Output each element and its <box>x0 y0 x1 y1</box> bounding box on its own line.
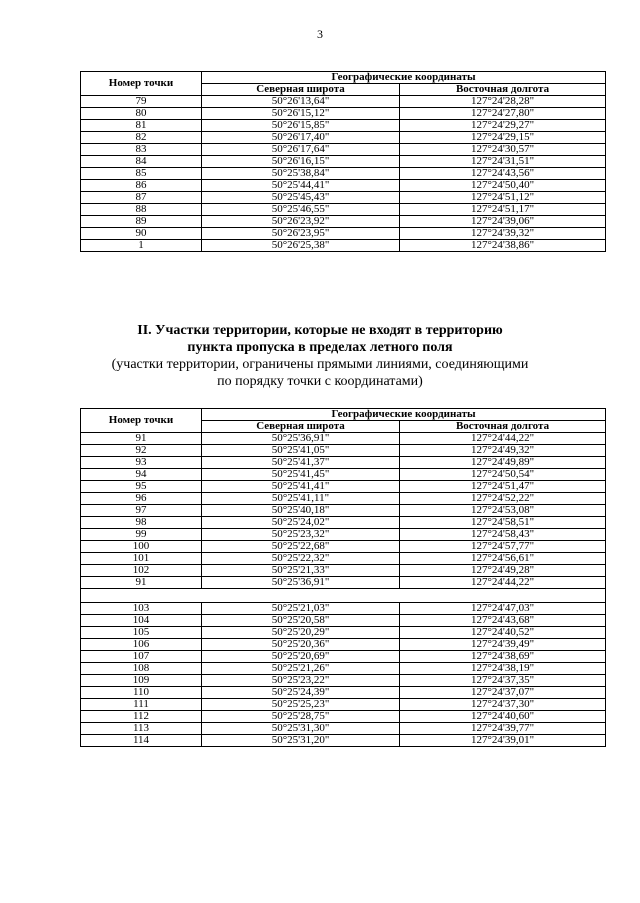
east-longitude-cell: 127°24'38,19" <box>400 663 606 675</box>
east-longitude-cell: 127°24'51,12" <box>400 192 606 204</box>
north-latitude-cell: 50°25'20,58" <box>202 615 400 627</box>
north-latitude-cell: 50°25'21,26" <box>202 663 400 675</box>
north-latitude-cell: 50°25'38,84" <box>202 168 400 180</box>
table-row <box>81 615 606 627</box>
table-row <box>81 216 606 228</box>
north-latitude-cell: 50°25'23,32" <box>202 529 400 541</box>
east-longitude-cell: 127°24'30,57" <box>400 144 606 156</box>
header-north-latitude: Северная широта <box>202 421 400 433</box>
north-latitude-cell: 50°26'15,85" <box>202 120 400 132</box>
north-latitude-cell: 50°25'20,36" <box>202 639 400 651</box>
point-number-cell: 85 <box>81 168 202 180</box>
north-latitude-cell: 50°25'25,23" <box>202 699 400 711</box>
point-number-cell: 110 <box>81 687 202 699</box>
east-longitude-cell: 127°24'51,47" <box>400 481 606 493</box>
north-latitude-cell: 50°25'28,75" <box>202 711 400 723</box>
table-row <box>81 541 606 553</box>
table-row <box>81 204 606 216</box>
table-row <box>81 132 606 144</box>
east-longitude-cell: 127°24'58,51" <box>400 517 606 529</box>
north-latitude-cell: 50°26'23,95" <box>202 228 400 240</box>
east-longitude-cell: 127°24'49,32" <box>400 445 606 457</box>
north-latitude-cell: 50°25'46,55" <box>202 204 400 216</box>
point-number-cell: 105 <box>81 627 202 639</box>
north-latitude-cell: 50°26'17,40" <box>202 132 400 144</box>
north-latitude-cell: 50°25'20,29" <box>202 627 400 639</box>
table-row <box>81 120 606 132</box>
east-longitude-cell: 127°24'28,28" <box>400 96 606 108</box>
point-number-cell: 97 <box>81 505 202 517</box>
table-row <box>81 603 606 615</box>
north-latitude-cell: 50°25'20,69" <box>202 651 400 663</box>
east-longitude-cell: 127°24'39,01" <box>400 735 606 747</box>
table-row <box>81 433 606 445</box>
point-number-cell: 84 <box>81 156 202 168</box>
table-row <box>81 663 606 675</box>
point-number-cell: 89 <box>81 216 202 228</box>
east-longitude-cell: 127°24'39,32" <box>400 228 606 240</box>
east-longitude-cell: 127°24'44,22" <box>400 577 606 589</box>
table-row <box>81 469 606 481</box>
point-number-cell: 1 <box>81 240 202 252</box>
east-longitude-cell: 127°24'44,22" <box>400 433 606 445</box>
point-number-cell: 101 <box>81 553 202 565</box>
east-longitude-cell: 127°24'37,07" <box>400 687 606 699</box>
point-number-cell: 102 <box>81 565 202 577</box>
header-east-longitude: Восточная долгота <box>400 84 606 96</box>
table-row <box>81 144 606 156</box>
north-latitude-cell: 50°26'13,64" <box>202 96 400 108</box>
point-number-cell: 100 <box>81 541 202 553</box>
table-row <box>81 651 606 663</box>
point-number-cell: 112 <box>81 711 202 723</box>
table-row <box>81 168 606 180</box>
point-number-cell: 86 <box>81 180 202 192</box>
east-longitude-cell: 127°24'39,77" <box>400 723 606 735</box>
north-latitude-cell: 50°25'36,91" <box>202 433 400 445</box>
table-2-body <box>81 433 606 747</box>
north-latitude-cell: 50°25'24,39" <box>202 687 400 699</box>
east-longitude-cell: 127°24'57,77" <box>400 541 606 553</box>
table-row <box>81 565 606 577</box>
point-number-cell: 81 <box>81 120 202 132</box>
point-number-cell: 107 <box>81 651 202 663</box>
table-row <box>81 192 606 204</box>
table-row <box>81 639 606 651</box>
point-number-cell: 94 <box>81 469 202 481</box>
north-latitude-cell: 50°25'41,05" <box>202 445 400 457</box>
table-row <box>81 180 606 192</box>
section-subtitle-line-2: по порядку точки с координатами) <box>217 374 423 389</box>
page-number: 3 <box>317 27 323 41</box>
table-row <box>81 108 606 120</box>
north-latitude-cell: 50°25'21,33" <box>202 565 400 577</box>
table-row <box>81 240 606 252</box>
header-point-number: Номер точки <box>81 72 202 96</box>
north-latitude-cell: 50°25'36,91" <box>202 577 400 589</box>
north-latitude-cell: 50°25'22,68" <box>202 541 400 553</box>
north-latitude-cell: 50°25'41,37" <box>202 457 400 469</box>
north-latitude-cell: 50°25'41,11" <box>202 493 400 505</box>
table-row <box>81 481 606 493</box>
north-latitude-cell: 50°26'16,15" <box>202 156 400 168</box>
point-number-cell: 93 <box>81 457 202 469</box>
east-longitude-cell: 127°24'40,60" <box>400 711 606 723</box>
table-separator-row <box>81 589 606 603</box>
east-longitude-cell: 127°24'49,89" <box>400 457 606 469</box>
point-number-cell: 96 <box>81 493 202 505</box>
header-geo-coordinates: Географические координаты <box>202 409 606 421</box>
east-longitude-cell: 127°24'43,56" <box>400 168 606 180</box>
header-east-longitude: Восточная долгота <box>400 421 606 433</box>
point-number-cell: 109 <box>81 675 202 687</box>
north-latitude-cell: 50°26'23,92" <box>202 216 400 228</box>
table-row <box>81 627 606 639</box>
north-latitude-cell: 50°25'31,20" <box>202 735 400 747</box>
point-number-cell: 79 <box>81 96 202 108</box>
point-number-cell: 113 <box>81 723 202 735</box>
header-geo-coordinates: Географические координаты <box>202 72 606 84</box>
point-number-cell: 92 <box>81 445 202 457</box>
north-latitude-cell: 50°25'45,43" <box>202 192 400 204</box>
table-row <box>81 228 606 240</box>
east-longitude-cell: 127°24'37,35" <box>400 675 606 687</box>
north-latitude-cell: 50°26'15,12" <box>202 108 400 120</box>
point-number-cell: 103 <box>81 603 202 615</box>
east-longitude-cell: 127°24'51,17" <box>400 204 606 216</box>
north-latitude-cell: 50°25'44,41" <box>202 180 400 192</box>
point-number-cell: 80 <box>81 108 202 120</box>
point-number-cell: 87 <box>81 192 202 204</box>
north-latitude-cell: 50°26'25,38" <box>202 240 400 252</box>
table-row <box>81 505 606 517</box>
east-longitude-cell: 127°24'39,06" <box>400 216 606 228</box>
north-latitude-cell: 50°26'17,64" <box>202 144 400 156</box>
point-number-cell: 104 <box>81 615 202 627</box>
section-title-line-2: пункта пропуска в пределах летного поля <box>187 340 453 355</box>
separator-cell <box>81 589 606 603</box>
point-number-cell: 111 <box>81 699 202 711</box>
section-subtitle-line-1: (участки территории, ограничены прямыми линиями, соединяющими <box>111 357 529 372</box>
point-number-cell: 82 <box>81 132 202 144</box>
north-latitude-cell: 50°25'22,32" <box>202 553 400 565</box>
east-longitude-cell: 127°24'47,03" <box>400 603 606 615</box>
east-longitude-cell: 127°24'29,15" <box>400 132 606 144</box>
east-longitude-cell: 127°24'40,52" <box>400 627 606 639</box>
table-row <box>81 156 606 168</box>
section-heading <box>0 322 640 390</box>
point-number-cell: 98 <box>81 517 202 529</box>
table-row <box>81 529 606 541</box>
table-row <box>81 96 606 108</box>
table-row <box>81 553 606 565</box>
east-longitude-cell: 127°24'29,27" <box>400 120 606 132</box>
header-north-latitude: Северная широта <box>202 84 400 96</box>
east-longitude-cell: 127°24'38,69" <box>400 651 606 663</box>
table-row <box>81 735 606 747</box>
east-longitude-cell: 127°24'31,51" <box>400 156 606 168</box>
table-1-body <box>81 96 606 252</box>
point-number-cell: 91 <box>81 433 202 445</box>
east-longitude-cell: 127°24'49,28" <box>400 565 606 577</box>
east-longitude-cell: 127°24'56,61" <box>400 553 606 565</box>
point-number-cell: 106 <box>81 639 202 651</box>
coordinates-table-1 <box>80 71 606 252</box>
east-longitude-cell: 127°24'27,80" <box>400 108 606 120</box>
table-row <box>81 723 606 735</box>
header-point-number: Номер точки <box>81 409 202 433</box>
east-longitude-cell: 127°24'53,08" <box>400 505 606 517</box>
east-longitude-cell: 127°24'50,54" <box>400 469 606 481</box>
section-title-line-1: II. Участки территории, которые не входят в территорию <box>137 323 503 338</box>
east-longitude-cell: 127°24'43,68" <box>400 615 606 627</box>
point-number-cell: 99 <box>81 529 202 541</box>
east-longitude-cell: 127°24'50,40" <box>400 180 606 192</box>
north-latitude-cell: 50°25'24,02" <box>202 517 400 529</box>
point-number-cell: 88 <box>81 204 202 216</box>
table-row <box>81 493 606 505</box>
point-number-cell: 83 <box>81 144 202 156</box>
north-latitude-cell: 50°25'21,03" <box>202 603 400 615</box>
table-row <box>81 687 606 699</box>
north-latitude-cell: 50°25'41,45" <box>202 469 400 481</box>
north-latitude-cell: 50°25'41,41" <box>202 481 400 493</box>
east-longitude-cell: 127°24'37,30" <box>400 699 606 711</box>
point-number-cell: 108 <box>81 663 202 675</box>
table-row <box>81 577 606 589</box>
table-row <box>81 517 606 529</box>
point-number-cell: 90 <box>81 228 202 240</box>
north-latitude-cell: 50°25'23,22" <box>202 675 400 687</box>
east-longitude-cell: 127°24'58,43" <box>400 529 606 541</box>
point-number-cell: 95 <box>81 481 202 493</box>
east-longitude-cell: 127°24'52,22" <box>400 493 606 505</box>
point-number-cell: 114 <box>81 735 202 747</box>
east-longitude-cell: 127°24'39,49" <box>400 639 606 651</box>
coordinates-table-2 <box>80 408 606 747</box>
table-row <box>81 445 606 457</box>
table-row <box>81 699 606 711</box>
point-number-cell: 91 <box>81 577 202 589</box>
north-latitude-cell: 50°25'31,30" <box>202 723 400 735</box>
east-longitude-cell: 127°24'38,86" <box>400 240 606 252</box>
north-latitude-cell: 50°25'40,18" <box>202 505 400 517</box>
table-row <box>81 675 606 687</box>
table-row <box>81 457 606 469</box>
table-row <box>81 711 606 723</box>
